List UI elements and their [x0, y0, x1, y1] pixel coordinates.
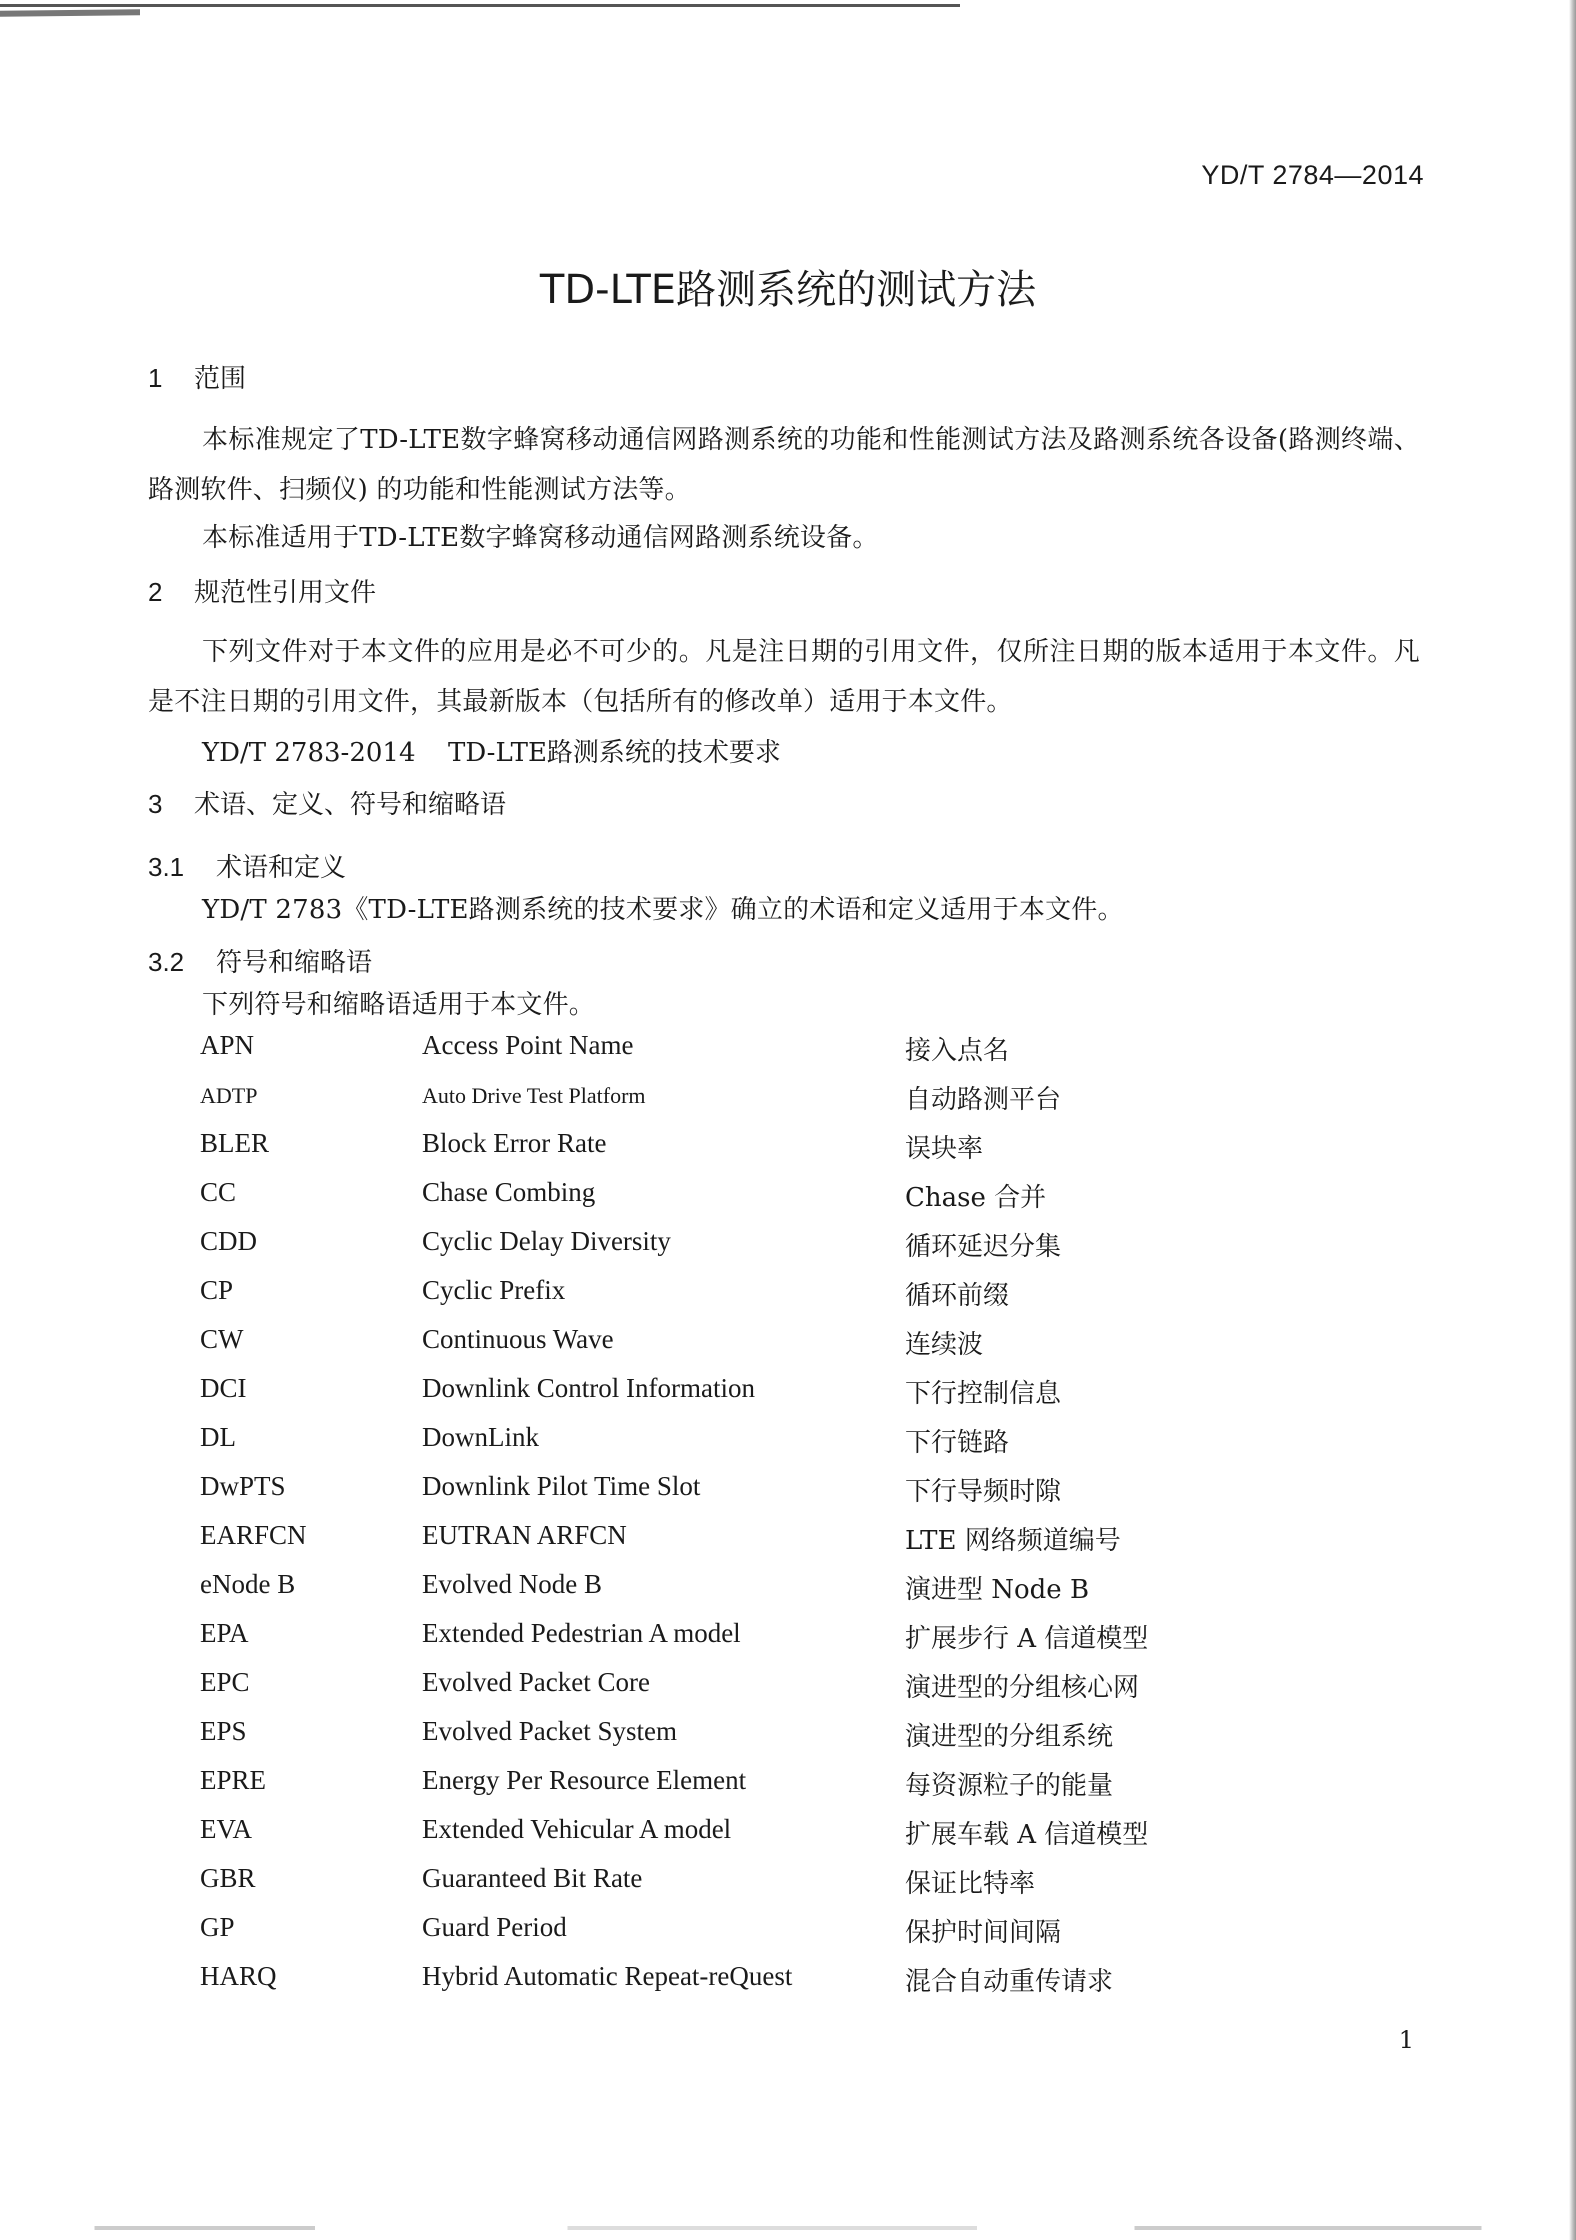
- abbreviation: EVA: [200, 1814, 253, 1844]
- english-term: Block Error Rate: [422, 1128, 607, 1158]
- reference-title: TD-LTE路测系统的技术要求: [448, 738, 781, 768]
- section-1-heading: [148, 358, 246, 395]
- section-number: 3.2: [148, 947, 185, 977]
- section-3-2-heading: [148, 942, 372, 979]
- document-title: TD-LTE路测系统的测试方法: [539, 267, 1037, 313]
- english-term: Extended Pedestrian A model: [422, 1618, 741, 1648]
- chinese-term: 扩展步行 A 信道模型: [905, 1624, 1149, 1654]
- chinese-term: 演进型的分组核心网: [905, 1673, 1140, 1703]
- english-term: Cyclic Delay Diversity: [422, 1226, 671, 1256]
- scan-edge-bottom: [0, 2226, 1576, 2230]
- section-title: 术语、定义、符号和缩略语: [194, 790, 507, 820]
- english-term: Access Point Name: [422, 1030, 634, 1060]
- chinese-term: 扩展车载 A 信道模型: [905, 1820, 1149, 1850]
- section-number: 2: [148, 577, 163, 607]
- chinese-term: 自动路测平台: [905, 1085, 1062, 1115]
- abbreviation: DCI: [200, 1373, 247, 1403]
- abbreviation-row: [200, 1324, 1400, 1373]
- chinese-term: 下行链路: [905, 1428, 1010, 1458]
- chinese-term: 每资源粒子的能量: [905, 1771, 1114, 1801]
- standard-code: YD/T 2784—2014: [1201, 160, 1424, 190]
- scan-edge-right: [1569, 0, 1576, 2240]
- english-term: Downlink Pilot Time Slot: [422, 1471, 701, 1501]
- abbreviation: BLER: [200, 1128, 270, 1158]
- chinese-term: 保证比特率: [905, 1869, 1036, 1899]
- abbreviation-row: [200, 1079, 1400, 1128]
- section-2-heading: [148, 572, 376, 609]
- scan-edge-top: [0, 4, 960, 14]
- section-3-heading: [148, 784, 506, 821]
- chinese-term: 演进型 Node B: [905, 1575, 1090, 1605]
- abbreviation: EPRE: [200, 1765, 267, 1795]
- abbreviation-row: [200, 1863, 1400, 1912]
- abbreviation: EPC: [200, 1667, 250, 1697]
- section-title: 范围: [194, 364, 247, 394]
- abbreviation-row: [200, 1471, 1400, 1520]
- section-number: 1: [148, 363, 163, 393]
- english-term: Auto Drive Test Platform: [422, 1083, 646, 1108]
- abbreviation-row: [200, 1814, 1400, 1863]
- section-1-paragraph-2: 本标准适用于TD-LTE数字蜂窝移动通信网路测系统设备。: [202, 523, 879, 553]
- abbreviation-list: [200, 1030, 1400, 2010]
- chinese-term: 演进型的分组系统: [905, 1722, 1114, 1752]
- section-title: 规范性引用文件: [194, 578, 377, 608]
- abbreviation-row: [200, 1030, 1400, 1079]
- english-term: Guaranteed Bit Rate: [422, 1863, 643, 1893]
- chinese-term: 误块率: [905, 1134, 984, 1164]
- abbreviation-row: [200, 1667, 1400, 1716]
- section-number: 3.1: [148, 852, 185, 882]
- section-number: 3: [148, 789, 163, 819]
- english-term: Evolved Packet System: [422, 1716, 677, 1746]
- english-term: Downlink Control Information: [422, 1373, 755, 1403]
- abbreviation: CW: [200, 1324, 244, 1354]
- normative-reference: [202, 732, 781, 769]
- chinese-term: 混合自动重传请求: [905, 1967, 1114, 1997]
- english-term: Guard Period: [422, 1912, 567, 1942]
- abbreviation: ADTP: [200, 1083, 258, 1108]
- section-1-paragraph-1: 本标准规定了TD-LTE数字蜂窝移动通信网路测系统的功能和性能测试方法及路测系统各设备(路测终端、路测软件、扫频仪) 的功能和性能测试方法等。: [148, 425, 1420, 505]
- abbreviation-row: [200, 1716, 1400, 1765]
- english-term: Evolved Packet Core: [422, 1667, 650, 1697]
- abbreviation-row: [200, 1912, 1400, 1961]
- abbreviation: CP: [200, 1275, 234, 1305]
- abbreviation-row: [200, 1128, 1400, 1177]
- chinese-term: 循环前缀: [905, 1281, 1010, 1311]
- chinese-term: Chase 合并: [905, 1183, 1047, 1213]
- abbreviation-row: [200, 1373, 1400, 1422]
- abbreviation: GBR: [200, 1863, 256, 1893]
- abbreviation: HARQ: [200, 1961, 277, 1991]
- chinese-term: 接入点名: [905, 1036, 1010, 1066]
- abbreviation: DL: [200, 1422, 236, 1452]
- abbreviation: eNode B: [200, 1569, 296, 1599]
- abbreviation-row: [200, 1520, 1400, 1569]
- section-3-1-heading: [148, 847, 346, 884]
- chinese-term: 保护时间间隔: [905, 1918, 1062, 1948]
- section-3-1-paragraph: YD/T 2783《TD-LTE路测系统的技术要求》确立的术语和定义适用于本文件。: [202, 895, 1124, 925]
- page-number: 1: [1398, 2026, 1414, 2054]
- abbreviation: GP: [200, 1912, 235, 1942]
- abbreviation-row: [200, 1226, 1400, 1275]
- section-3-2-paragraph: 下列符号和缩略语适用于本文件。: [202, 990, 596, 1020]
- abbreviation-row: [200, 1275, 1400, 1324]
- scan-edge-top-mark: [0, 9, 140, 16]
- abbreviation: CDD: [200, 1226, 258, 1256]
- abbreviation: DwPTS: [200, 1471, 286, 1501]
- chinese-term: LTE 网络频道编号: [905, 1526, 1121, 1556]
- abbreviation-row: [200, 1177, 1400, 1226]
- abbreviation-row: [200, 1765, 1400, 1814]
- abbreviation: EARFCN: [200, 1520, 307, 1550]
- abbreviation: EPA: [200, 1618, 249, 1648]
- section-title: 术语和定义: [216, 853, 347, 883]
- english-term: Energy Per Resource Element: [422, 1765, 747, 1795]
- english-term: Cyclic Prefix: [422, 1275, 566, 1305]
- chinese-term: 下行控制信息: [905, 1379, 1062, 1409]
- english-term: Evolved Node B: [422, 1569, 602, 1599]
- section-title: 符号和缩略语: [216, 948, 373, 978]
- english-term: DownLink: [422, 1422, 539, 1452]
- abbreviation: CC: [200, 1177, 237, 1207]
- reference-code: YD/T 2783-2014: [202, 738, 416, 768]
- abbreviation: APN: [200, 1030, 255, 1060]
- english-term: Continuous Wave: [422, 1324, 614, 1354]
- abbreviation-row: [200, 1618, 1400, 1667]
- english-term: EUTRAN ARFCN: [422, 1520, 627, 1550]
- abbreviation-row: [200, 1569, 1400, 1618]
- english-term: Extended Vehicular A model: [422, 1814, 732, 1844]
- section-2-paragraph-1: 下列文件对于本文件的应用是必不可少的。凡是注日期的引用文件，仅所注日期的版本适用于本文件。凡是不注日期的引用文件，其最新版本（包括所有的修改单）适用于本文件。: [148, 637, 1420, 717]
- abbreviation: EPS: [200, 1716, 247, 1746]
- chinese-term: 下行导频时隙: [905, 1477, 1062, 1507]
- chinese-term: 连续波: [905, 1330, 984, 1360]
- abbreviation-row: [200, 1422, 1400, 1471]
- chinese-term: 循环延迟分集: [905, 1232, 1062, 1262]
- english-term: Chase Combing: [422, 1177, 596, 1207]
- english-term: Hybrid Automatic Repeat-reQuest: [422, 1961, 793, 1991]
- abbreviation-row: [200, 1961, 1400, 2010]
